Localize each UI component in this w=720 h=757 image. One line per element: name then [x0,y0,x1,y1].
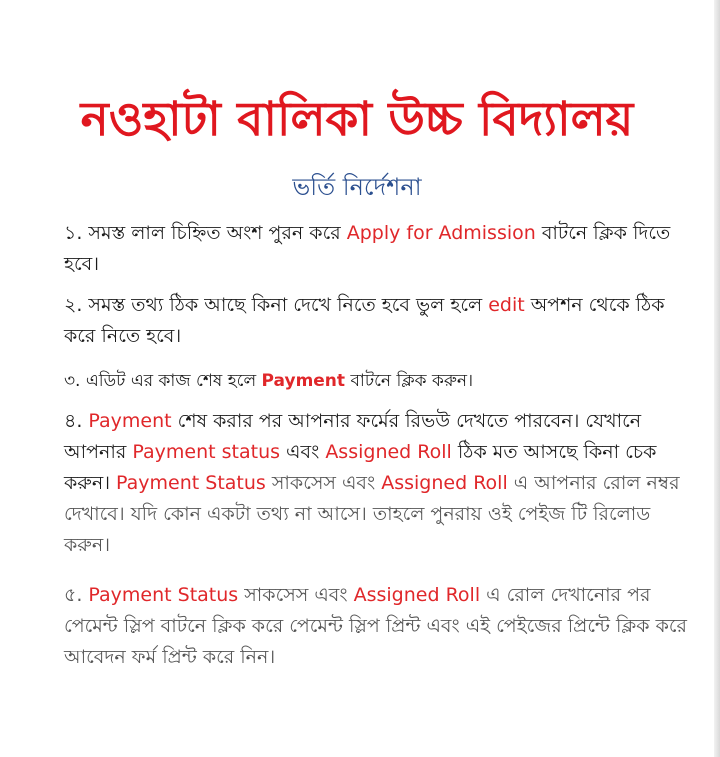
instruction-text: বাটনে ক্লিক করুন। [345,371,474,391]
instruction-text: এবং [280,441,326,463]
instruction-text: এ রোল দেখানোর পর পেমেন্ট স্লিপ বাটনে ক্লিক করে পেমেন্ট স্লিপ প্রিন্ট এবং এই পেইজের প্রিন্টে ক্লিক করে আবেদন ফর্ম প্রিন্ট করে নিন। [64,584,687,668]
instruction-text: অপশন থেকে ঠিক করে নিতে হবে। [64,294,665,347]
payment-label: Payment [261,371,346,391]
payment-status-label: Payment Status [88,584,239,606]
instruction-text: শেষ করার পর আপনার ফর্মের রিভউ দেখতে পারবেন। যেখানে আপনার [64,410,642,463]
page-edge-shadow [714,0,720,757]
instruction-text: সাকসেস এবং [265,472,382,494]
apply-for-admission-label: Apply for Admission [346,222,536,244]
page-title: নওহাটা বালিকা উচ্চ বিদ্যালয় [80,92,634,147]
instruction-4 [64,406,694,561]
edit-label: edit [488,294,525,316]
assigned-roll-label: Assigned Roll [381,472,508,494]
instruction-text: ২. সমস্ত তথ্য ঠিক আছে কিনা দেখে নিতে হবে ভুল হলে [64,294,489,316]
payment-label: Payment [88,410,172,432]
instruction-text: ১. সমস্ত লাল চিহ্নিত অংশ পুরন করে [64,222,347,244]
payment-status-label: Payment Status [116,472,266,494]
instruction-text: বাটনে ক্লিক দিতে হবে। [64,222,671,275]
page-subtitle: ভর্তি নির্দেশনা [292,173,422,201]
instruction-text: ঠিক মত আসছে কিনা চেক করুন। [64,441,657,494]
payment-status-label: Payment status [132,441,281,463]
instruction-text: ৩. এডিট এর কাজ শেষ হলে [64,371,262,391]
instruction-2 [64,290,694,352]
instruction-1 [64,218,694,280]
instruction-text: ৪. [64,410,89,432]
instruction-text: ৫. [64,584,89,606]
assigned-roll-label: Assigned Roll [325,441,452,463]
instruction-3 [64,366,694,397]
assigned-roll-label: Assigned Roll [353,584,481,606]
instruction-text: সাকসেস এবং [238,584,354,606]
instruction-text: এ আপনার রোল নম্বর দেখাবে। যদি কোন একটা তথ্য না আসে। তাহলে পুনরায় ওই পেইজ টি রিলোড করুন। [64,472,680,556]
instruction-5 [64,580,694,673]
